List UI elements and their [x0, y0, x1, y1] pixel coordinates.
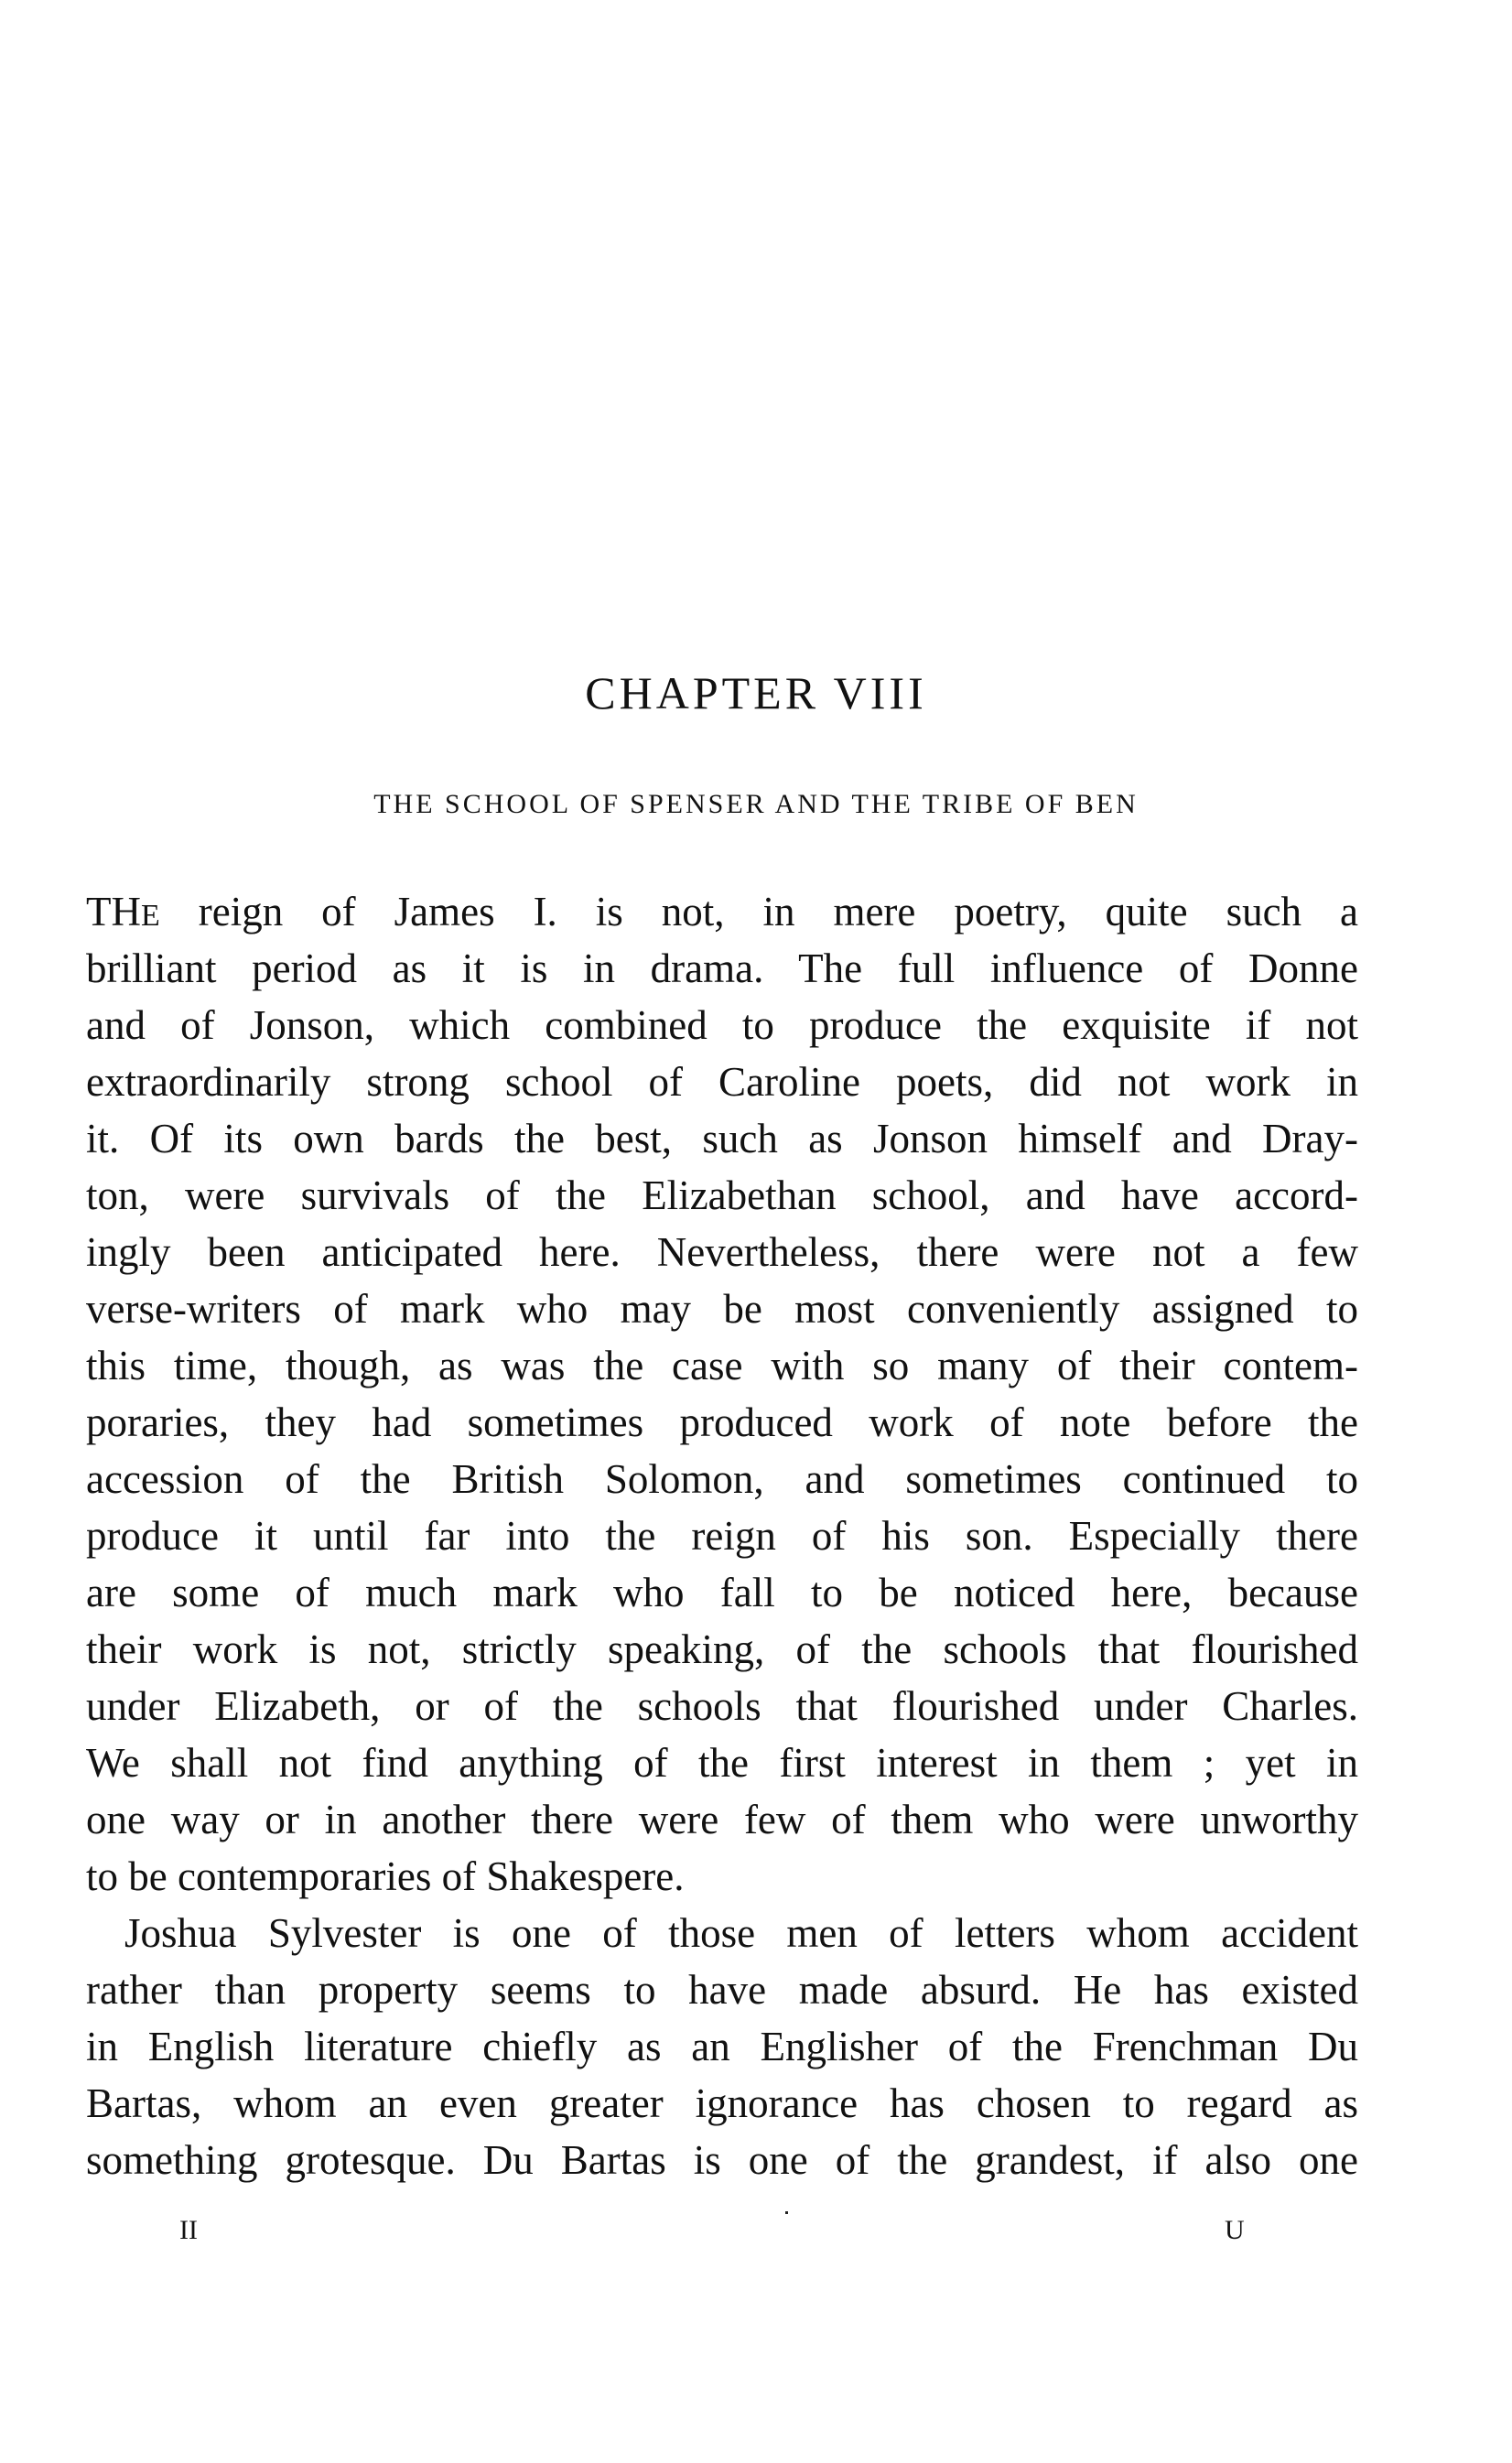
- text-line: ingly been anticipated here. Nevertheless, there were not a few: [86, 1229, 1358, 1275]
- text-line: rather than property seems to have made absurd. He has existed: [86, 1967, 1358, 2013]
- first-word-initial: TH: [86, 889, 141, 934]
- text-line: ton, were survivals of the Elizabethan school, and have accord-: [86, 1172, 1358, 1218]
- text-line: it. Of its own bards the best, such as Jonson himself and Dray-: [86, 1116, 1358, 1161]
- line-text: reign of James I. is not, in mere poetry, quite such a: [159, 889, 1358, 934]
- chapter-title: CHAPTER VIII: [585, 667, 927, 718]
- first-word-smallcaps: E: [141, 899, 160, 933]
- text-line: in English literature chiefly as an Englisher of the Frenchman Du: [86, 2024, 1358, 2069]
- text-line: Joshua Sylvester is one of those men of letters whom accident: [124, 1910, 1358, 1956]
- text-line: this time, though, as was the case with so many of their contem-: [86, 1343, 1358, 1388]
- text-line: to be contemporaries of Shakespere.: [86, 1853, 685, 1899]
- text-line: accession of the British Solomon, and sometimes continued to: [86, 1456, 1358, 1502]
- text-line: We shall not find anything of the first interest in them ; yet in: [86, 1740, 1358, 1786]
- text-line: [86, 883, 1358, 940]
- text-line: one way or in another there were few of them who were unworthy: [86, 1797, 1358, 1842]
- text-line: their work is not, strictly speaking, of the schools that flourished: [86, 1626, 1358, 1672]
- text-line: Bartas, whom an even greater ignorance has chosen to regard as: [86, 2080, 1358, 2126]
- text-line: something grotesque. Du Bartas is one of the grandest, if also one: [86, 2137, 1358, 2183]
- body-text: [86, 883, 1358, 2188]
- text-line: and of Jonson, which combined to produce the exquisite if not: [86, 1002, 1358, 1048]
- chapter-subtitle: THE SCHOOL OF SPENSER AND THE TRIBE OF BEN: [373, 789, 1139, 819]
- text-line: brilliant period as it is in drama. The full influence of Donne: [86, 945, 1358, 991]
- signature-mark-left: II: [179, 2215, 198, 2245]
- text-line: verse-writers of mark who may be most conveniently assigned to: [86, 1286, 1358, 1332]
- print-speck: [785, 2211, 788, 2214]
- text-line: are some of much mark who fall to be noticed here, because: [86, 1570, 1358, 1615]
- text-line: extraordinarily strong school of Caroline poets, did not work in: [86, 1059, 1358, 1105]
- text-line: produce it until far into the reign of his son. Especially there: [86, 1513, 1358, 1559]
- signature-mark-right: U: [1225, 2215, 1245, 2245]
- text-line: under Elizabeth, or of the schools that flourished under Charles.: [86, 1683, 1358, 1729]
- text-line: poraries, they had sometimes produced work of note before the: [86, 1399, 1358, 1445]
